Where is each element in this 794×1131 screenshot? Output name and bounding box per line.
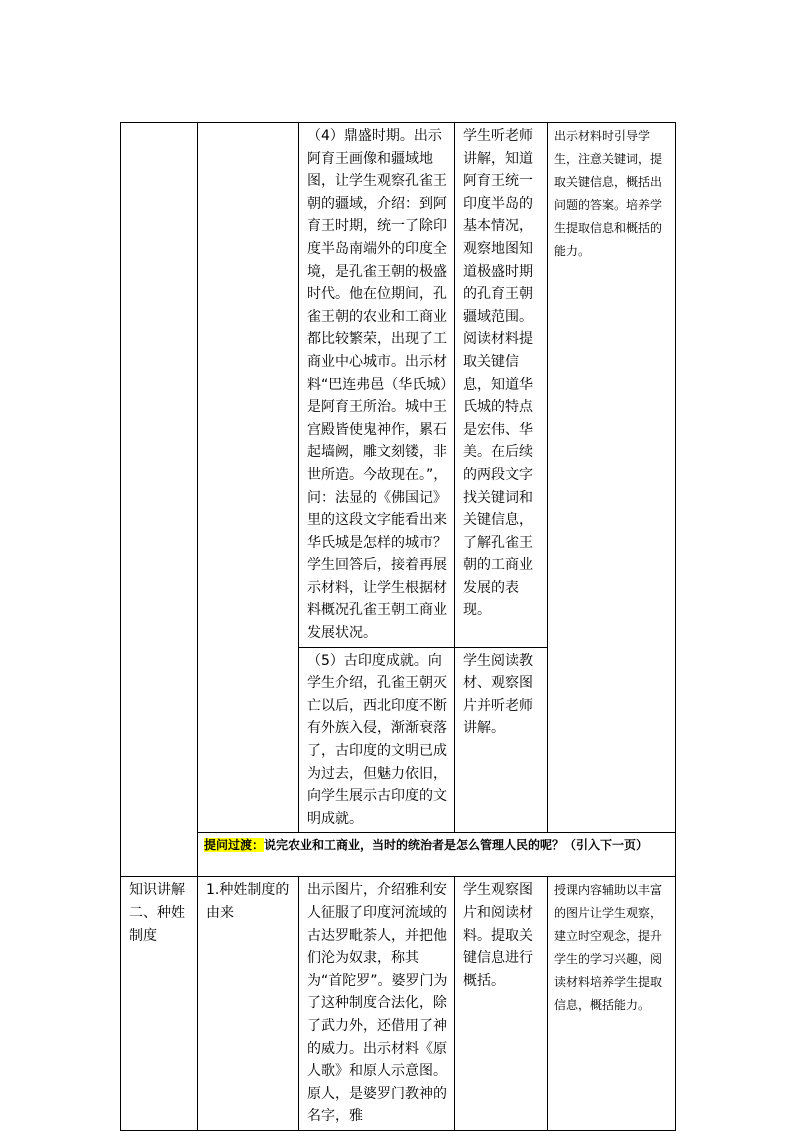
teacher-activity-cell: 出示图片，介绍雅利安人征服了印度河流域的古达罗毗荼人，并把他们沦为奴隶，称其为“首陀罗”。婆罗门为了这种制度合法化，除了武力外，还借用了神的威力。出示材料《原人歌》和原人示意图。原人，是婆罗门教神的名字，雅 — [299, 877, 455, 1131]
transition-cell — [198, 833, 676, 877]
section-cell-empty — [121, 123, 198, 877]
table-row — [121, 123, 676, 648]
student-activity-cell: 学生观察图片和阅读材料。提取关键信息进行概括。 — [455, 877, 548, 1131]
topic-cell: 1.种姓制度的由来 — [198, 877, 299, 1131]
table-row — [121, 877, 676, 1131]
teacher-activity-cell: （4）鼎盛时期。出示阿育王画像和疆域地图，让学生观察孔雀王朝的疆域，介绍：到阿育王时期，统一了除印度半岛南端外的印度全境，是孔雀王朝的极盛时代。他在位期间，孔雀王朝的农业和工商业都比较繁荣，出现了工商业中心城市。出示材料“巴连弗邑（华氏城）是阿育王所治。城中王宫殿皆使鬼神作，累石起墙阙，雕文刻镂，非世所造。今故现在。”，问：法显的《佛国记》里的这段文字能看出来华氏城是怎样的城市？学生回答后，接着再展示材料，让学生根据材料概况孔雀王朝工商业发展状况。 — [299, 123, 455, 648]
transition-text: 说完农业和工商业，当时的统治者是怎么管理人民的呢？（引入下一页） — [264, 838, 649, 853]
lesson-plan-table — [120, 122, 676, 1131]
teacher-activity-cell: （5）古印度成就。向学生介绍，孔雀王朝灭亡以后，西北印度不断有外族入侵，渐渐衰落了，古印度的文明已成为过去，但魅力依旧，向学生展示古印度的文明成就。 — [299, 647, 455, 833]
topic-cell-empty — [198, 123, 299, 833]
transition-label: 提问过渡： — [204, 838, 265, 853]
design-intent-cell: 出示材料时引导学生，注意关键词，提取关键信息，概括出问题的答案。培养学生提取信息和概括的能力。 — [548, 123, 676, 833]
student-activity-cell: 学生阅读教材、观察图片并听老师讲解。 — [455, 647, 548, 833]
design-intent-cell: 授课内容辅助以丰富的图片让学生观察，建立时空观念，提升学生的学习兴趣，阅读材料培养学生提取信息，概括能力。 — [548, 877, 676, 1131]
table-row — [121, 833, 676, 877]
section-title-cell: 知识讲解二、种姓制度 — [121, 877, 198, 1131]
student-activity-cell: 学生听老师讲解，知道阿育王统一印度半岛的基本情况，观察地图知道极盛时期的孔育王朝疆域范围。阅读材料提取关键信息，知道华氏城的特点是宏伟、华美。在后续的两段文字找关键词和关键信息，了解孔雀王朝的工商业发展的表现。 — [455, 123, 548, 648]
